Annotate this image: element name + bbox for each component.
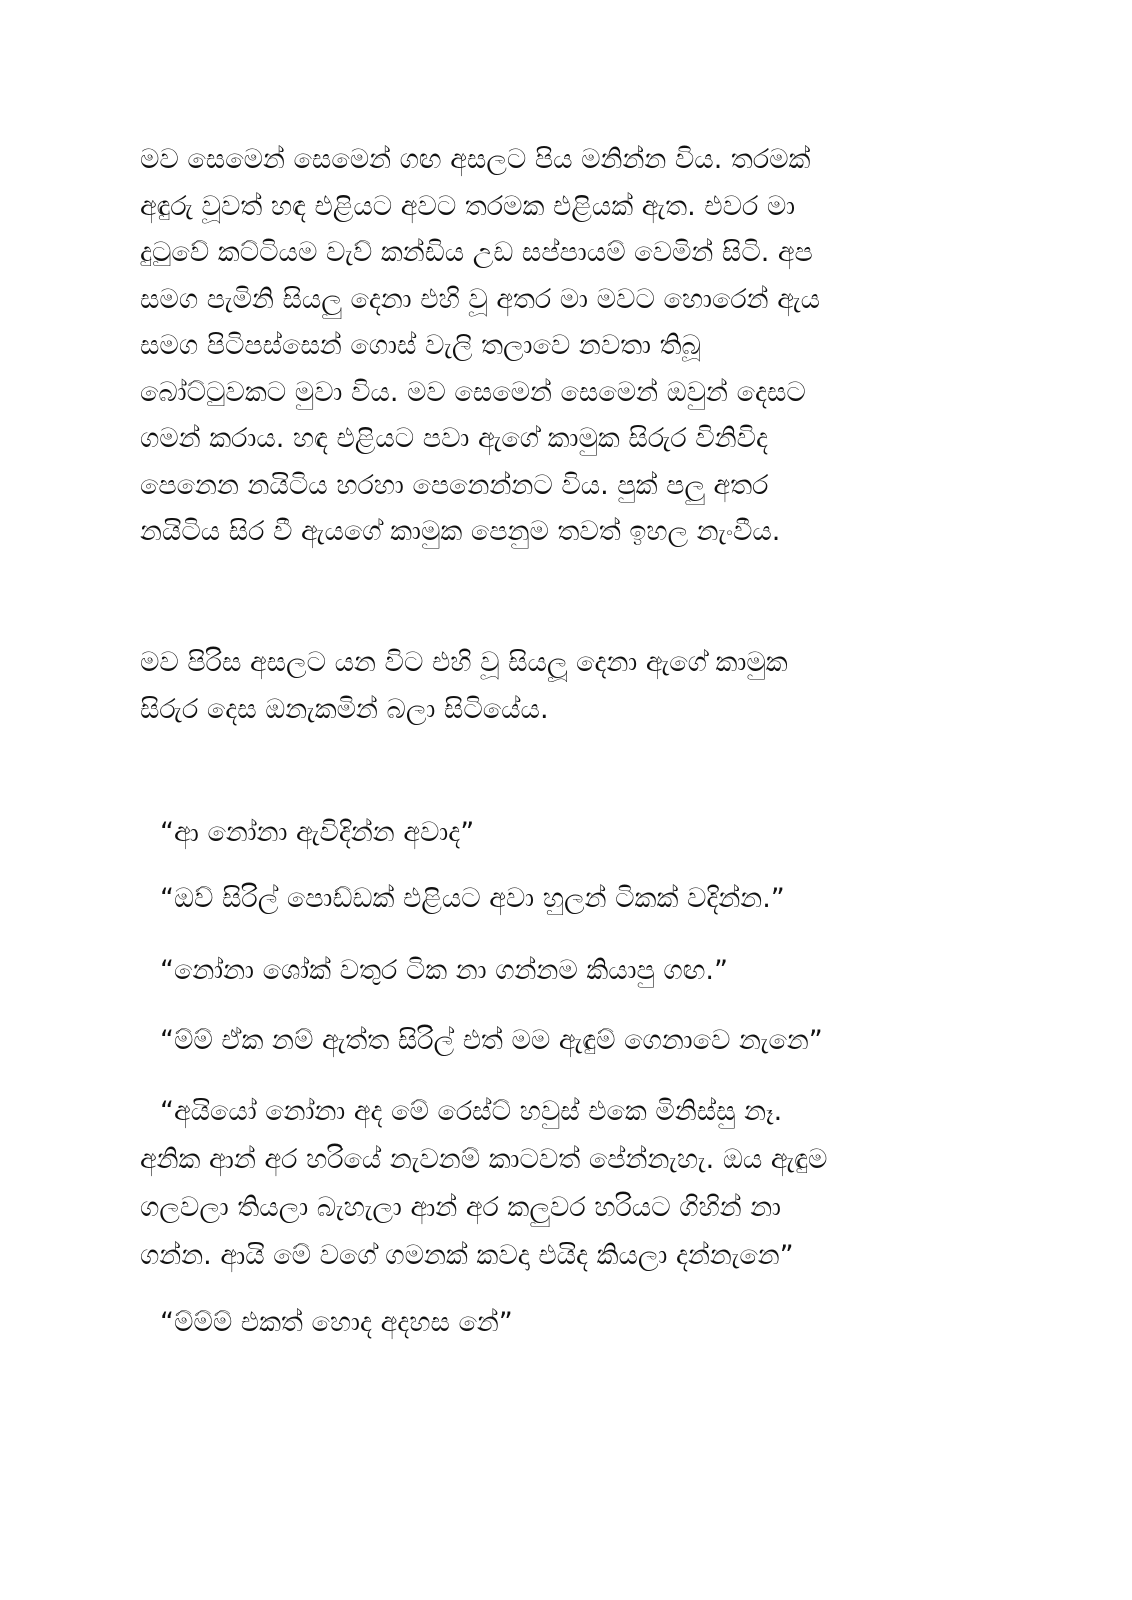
- body-paragraph: මව සෙමෙන් සෙමෙන් ගඟ අසලට පිය මනින්න විය. තරමක් අඳුරු වූවත් හඳ එළියට අවට තරමක එළියක් ඇත. එවර මා දුටුවේ කට්ටියම වැව් කන්ඩිය උඩ සප්පායම් වෙමින් සිටි. අප සමග පැමිනි සියලු දෙනා එහි වූ අතර මා මවට හොරෙන් ඇය සමග පිටිපස්සෙන් ගොස් වැලි තලාවෙ නවතා තිබූ බෝට්ටුවකට මුවා විය. මව සෙමෙන් සෙමෙන් ඔවුන් දෙසට ගමන් කරාය. හඳ එළියට පවා ඇගේ කාමුක සිරුර විනිවිද පෙනෙන නයිටිය හරහා පෙනෙන්නට විය. පුක් පලු අතර නයිටිය සිර වී ඇයගේ කාමුක පෙනුම තවත් ඉහල නැංවීය.: [140, 144, 821, 547]
- dialogue-line: “අයියෝ නෝනා අද මේ රෙස්ට් හවුස් එකෙ මිනිස්සු නෑ. අනික ආන් අර හරියේ නැවනම් කාටවත් පේන්නැහැ. ඔය ඇඳුම ගලවලා තියලා බැහැලා ආන් අර කලුවර හරියට ගිහින් නා ගන්න. ආයි මේ වගේ ගමනක් කවදා එයිද කියලා දන්නැනෙ”: [140, 1096, 828, 1271]
- dialogue-line: “ඔව් සිරිල් පොඩ්ඩක් එළියට අවා හුලන් ටිකක් වදින්න.”: [160, 883, 785, 914]
- dialogue-line: “ම්ම්ම් එකත් හොද අදහස නේ”: [160, 1307, 513, 1338]
- dialogue-line: “ම්ම් ඒක නම් ඇත්ත සිරිල් එත් මම ඇඳුම් ගෙනාවෙ නැනෙ”: [160, 1025, 823, 1056]
- body-paragraph: මව පිරිස අසලට යන විට එහි වූ සියලූ දෙනා ඇගේ කාමුක සිරුර දෙස ඔනැකමින් බලා සිටියේය.: [140, 647, 788, 725]
- dialogue-line: “ආ නෝනා ඇවිදින්න අවාද”: [160, 817, 475, 848]
- dialogue-line: “නෝනා ශෝක් වතුර ටික නා ගන්නම කියාපු ගඟ.”: [160, 955, 729, 986]
